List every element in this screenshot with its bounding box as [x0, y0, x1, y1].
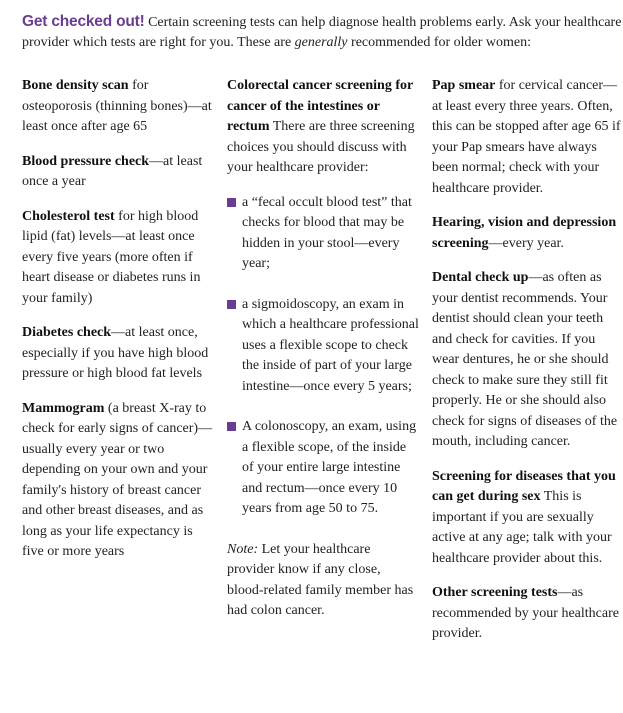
square-bullet-icon [227, 300, 236, 309]
screening-item-colorectal: Colorectal cancer screening for cancer of the intestines or rectum There are three screening choices you should discuss with your healthcare provider: [227, 78, 415, 175]
colorectal-note: Note: Let your healthcare provider know if any close, blood-related family member has had colon cancer. [227, 541, 414, 618]
screening-item-other: Other screening tests—as recommended by your healthcare provider. [432, 585, 619, 641]
screening-item-std: Screening for diseases that you can get during sex This is important if you are sexually active at any age; talk with your healthcare provider about this. [432, 468, 616, 566]
screening-item-pap-smear: Pap smear for cervical cancer—at least every three years. Often, this can be stopped after age 65 if your Pap smears have always been normal; check with your healthcare provider. [432, 78, 621, 196]
intro-text-before: Certain screening tests can help diagnose health problems early. Ask your healthcare provider which tests are right for you. These are [22, 15, 622, 50]
square-bullet-icon [227, 198, 236, 207]
intro-heading: Get checked out! [22, 13, 145, 30]
screening-item-diabetes: Diabetes check—at least once, especially if you have high blood pressure or high blood fat levels [22, 325, 209, 381]
screening-item-dental: Dental check up—as often as your dentist recommends. Your dentist should clean your teeth and check for cavities. If you wear dentures, he or she should check to make sure they still fit properly. He or she should also check for signs of diseases of the mouth, including cancer. [432, 270, 618, 449]
intro-emphasis: generally [294, 35, 348, 50]
screening-item-blood-pressure: Blood pressure check—at least once a year [22, 153, 203, 189]
square-bullet-icon [227, 422, 236, 431]
intro-text-after: recommended for older women: [351, 35, 532, 50]
column-right [432, 76, 622, 659]
colorectal-option-sigmoidoscopy: a sigmoidoscopy, an exam in which a healthcare professional uses a flexible scope to check the inside of part of your large intestine—once every 5 years; [227, 295, 419, 398]
screening-item-mammogram: Mammogram (a breast X-ray to check for early signs of cancer)—usually every year or two depending on your own and your family's history of breast cancer and other breast diseases, and as long as your life expectancy is five or more years [22, 400, 213, 559]
intro-paragraph [22, 12, 622, 53]
screening-item-hearing-vision: Hearing, vision and depression screening—every year. [432, 215, 617, 251]
colorectal-option-fobt: a “fecal occult blood test” that checks for blood that may be hidden in your stool—every year; [227, 193, 419, 275]
screening-item-bone-density: Bone density scan for osteoporosis (thinning bones)—at least once after age 65 [22, 78, 212, 134]
colorectal-option-colonoscopy: A colonoscopy, an exam, using a flexible scope, of the inside of your entire large intestine and rectum—once every 10 years from age 50 to 75. [227, 417, 419, 520]
column-middle [227, 76, 419, 636]
column-left [22, 76, 217, 577]
screening-item-cholesterol: Cholesterol test for high blood lipid (fat) levels—at least once every five years (more often if heart disease or diabetes runs in your family) [22, 208, 201, 306]
